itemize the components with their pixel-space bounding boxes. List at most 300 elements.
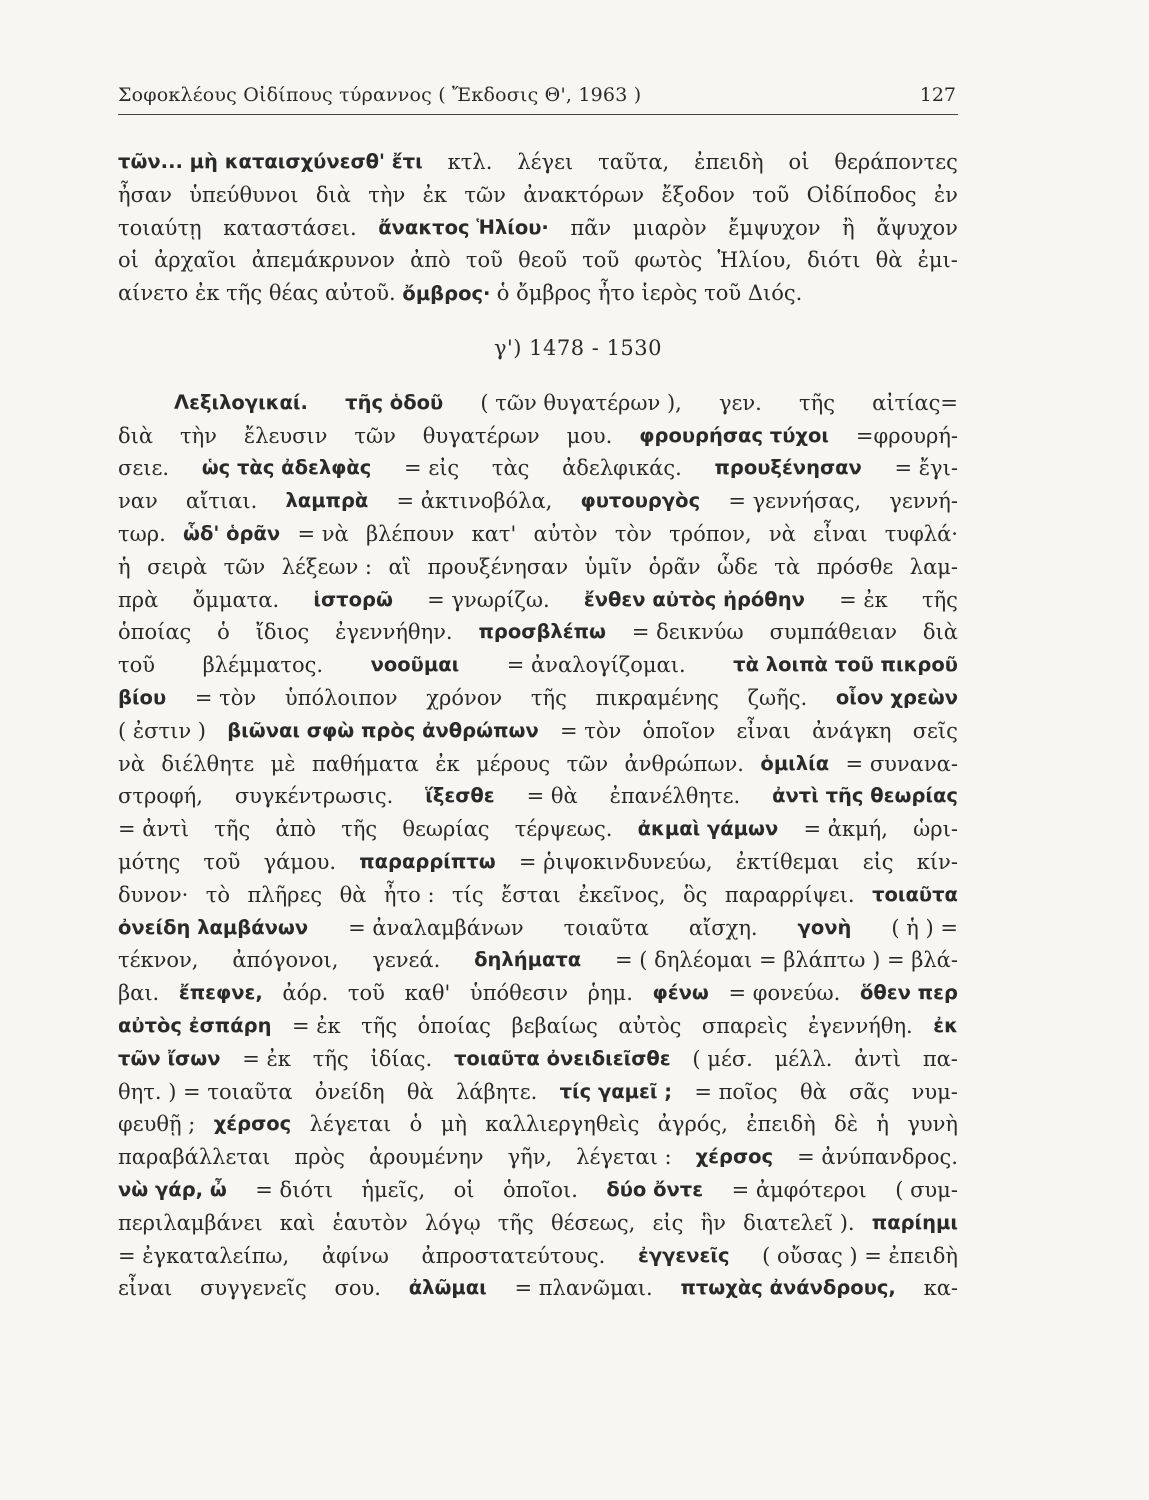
gloss-word: αὐτὸν <box>533 521 598 546</box>
gloss-word: πρόσθε <box>816 554 894 579</box>
lemma-term: δηλήματα <box>474 948 582 972</box>
gloss-word: = νὰ <box>297 521 349 546</box>
lemma-term: ἔπεφνε, <box>178 981 263 1005</box>
gloss-word: σεῖς <box>912 718 958 743</box>
gloss-word: ἱερὸς <box>641 281 698 306</box>
gloss-word: Ἡλίου, <box>717 248 792 273</box>
lemma-term: ἱστορῶ <box>313 587 393 611</box>
gloss-word: θητ. ) = τοιαῦτα <box>118 1079 293 1104</box>
text-line <box>118 1141 958 1174</box>
lemma-term: ὀνείδη λαμβάνων <box>118 915 309 939</box>
gloss-word: Διός. <box>747 281 803 306</box>
gloss-word: τυφλά· <box>884 521 958 546</box>
gloss-word: τῶν <box>566 751 609 776</box>
gloss-word: = ἀκμή, <box>803 817 888 842</box>
gloss-word: αἰτίας= <box>872 390 958 415</box>
gloss-word: ἀόρ. <box>282 981 329 1006</box>
gloss-word: ὁ <box>217 620 230 645</box>
text-line <box>118 780 958 813</box>
gloss-word: καθ' <box>404 981 451 1006</box>
running-title: Σοφοκλέους Οἰδίπους τύραννος ( Ἔκδοσις Θ', 1963 ) <box>118 84 642 106</box>
gloss-word: θὰ <box>406 1079 434 1104</box>
gloss-word: εἰς <box>652 1210 684 1235</box>
gloss-word: = φονεύω. <box>728 981 841 1006</box>
lemma-term: νοοῦμαι <box>370 653 460 677</box>
gloss-word: = ἔγι- <box>894 456 958 481</box>
gloss-word: τὰ <box>774 554 801 579</box>
gloss-word: μὲ <box>270 751 296 776</box>
gloss-word: ταῦτα, <box>598 150 670 174</box>
gloss-word: βλέπουν <box>365 521 455 546</box>
gloss-word: τῶν <box>464 182 506 207</box>
gloss-word: ἔξοδον <box>661 182 735 207</box>
gloss-word: εἶναι <box>736 718 791 743</box>
gloss-word: ἐκ <box>195 281 220 306</box>
gloss-word: ῥημ. <box>587 981 633 1006</box>
gloss-word: ὑπόλοιπον <box>284 685 398 710</box>
gloss-word: δυνον· <box>118 882 189 907</box>
lemma-term: ἐκ <box>933 1013 958 1037</box>
gloss-word: = γνωρίζω. <box>427 587 550 612</box>
gloss-word: στροφή, <box>118 784 203 809</box>
gloss-word: βαι. <box>118 981 160 1006</box>
gloss-word: λέγεται : <box>576 1145 672 1170</box>
gloss-word: ( μέσ. <box>692 1046 753 1071</box>
gloss-word: = ἐκ <box>242 1046 291 1071</box>
gloss-word: κα- <box>923 1276 958 1301</box>
gloss-word: πρὸς <box>294 1145 345 1170</box>
gloss-word: αἴσχη. <box>688 915 758 940</box>
text-line <box>118 879 958 912</box>
lemma-term: ἐγγενεῖς <box>637 1243 730 1267</box>
gloss-word: ζωῆς. <box>747 685 808 710</box>
gloss-word: θεοῦ <box>518 248 568 273</box>
gloss-word: θυγατέρων <box>422 423 540 448</box>
gloss-word: τὴν <box>179 423 217 448</box>
gloss-word: τῶν <box>223 554 266 579</box>
gloss-word: ἢ <box>842 215 855 240</box>
gloss-word: δὲ <box>834 1112 858 1137</box>
gloss-word: ἐκ <box>435 751 460 776</box>
gloss-word: εἰς <box>862 849 894 874</box>
gloss-word: = ἐγκαταλείπω, <box>118 1243 290 1268</box>
gloss-word: παραρρίψει. <box>724 882 855 907</box>
gloss-word: διότι <box>807 248 861 273</box>
gloss-word: σᾶς <box>849 1079 890 1104</box>
lemma-term: γονὴ <box>797 915 852 939</box>
gloss-word: ἐκτίθεμαι <box>735 849 840 874</box>
gloss-word: συγγενεῖς <box>200 1276 307 1301</box>
gloss-word: μὴ <box>440 1112 467 1137</box>
text-line <box>118 977 958 1010</box>
gloss-word: τωρ. <box>118 521 166 546</box>
gloss-word: αἴτιαι. <box>185 489 258 514</box>
gloss-word: = ἐκ <box>839 587 888 612</box>
gloss-word: αὐτοῦ. <box>325 281 396 306</box>
gloss-word: διὰ <box>315 182 351 207</box>
gloss-word: τῆς <box>530 685 567 710</box>
gloss-word: τρόπον, <box>669 521 752 546</box>
text-line <box>118 846 958 879</box>
gloss-word: τοιαύτῃ <box>118 215 202 240</box>
gloss-word: ὄμβρος <box>516 281 592 306</box>
gloss-word: = πλανῶμαι. <box>514 1276 653 1301</box>
gloss-word: τῶν <box>354 423 396 448</box>
gloss-word: ἔσται <box>501 882 561 907</box>
gloss-word: =φρουρή- <box>855 423 958 448</box>
gloss-word: σειε. <box>118 456 170 481</box>
gloss-word: τοῦ <box>752 182 790 207</box>
lemma-term: ὧδ' ὁρᾶν <box>183 521 281 545</box>
gloss-word: ἐπειδὴ <box>746 1112 816 1137</box>
gloss-word: = ἀκτινοβόλα, <box>396 489 553 514</box>
gloss-word: ἀνάγκη <box>812 718 892 743</box>
running-header <box>118 84 958 115</box>
gloss-word: αἳ <box>388 554 411 579</box>
gloss-word: ὑπόθεσιν <box>469 981 568 1006</box>
lemma-term: τῶν ἴσων <box>118 1046 221 1070</box>
gloss-word: κτλ. <box>447 150 493 174</box>
lemma-term: τὰ λοιπὰ τοῦ πικροῦ <box>733 653 958 677</box>
gloss-word: ἀπὸ <box>410 248 451 273</box>
text-line <box>118 682 958 715</box>
text-line <box>118 420 958 453</box>
text-line <box>118 715 958 748</box>
gloss-word: ἐπειδὴ <box>694 150 764 174</box>
gloss-word: γ') 1478 - 1530 <box>493 335 663 360</box>
gloss-word: τῆς <box>497 1210 534 1235</box>
gloss-word: ἀντὶ <box>854 1046 902 1071</box>
text-line <box>118 212 958 245</box>
gloss-word: ἔμψυχον <box>728 215 821 240</box>
gloss-word: = ῥιψοκινδυνεύω, <box>518 849 713 874</box>
gloss-word: θὰ <box>339 882 367 907</box>
text-line <box>118 1207 958 1240</box>
gloss-word: ἡμεῖς, <box>361 1177 426 1202</box>
gloss-word: τοῦ <box>582 248 620 273</box>
lemma-term: παρίημι <box>871 1210 958 1234</box>
lemma-term: ὄμβρος· <box>402 282 491 306</box>
gloss-word: λέγει <box>517 150 574 174</box>
gloss-word: ὑπεύθυνοι <box>189 182 299 207</box>
gloss-word: τὸ <box>205 882 230 907</box>
text-line <box>118 244 958 277</box>
text-line <box>118 1043 958 1076</box>
gloss-word: ἡ <box>118 554 131 579</box>
lemma-term: ἀκμαὶ γάμων <box>637 817 779 841</box>
gloss-word: ἐπανέλθητε. <box>609 784 741 809</box>
gloss-word: διατελεῖ ). <box>743 1210 855 1235</box>
gloss-word: κατ' <box>471 521 517 546</box>
gloss-word: θεωρίας <box>402 817 490 842</box>
gloss-word: τῆς <box>361 1013 398 1038</box>
gloss-word: τοιαῦτα <box>563 915 649 940</box>
lemma-term: πτωχὰς ἀνάνδρους, <box>680 1276 896 1300</box>
gloss-word: ἦσαν <box>118 182 172 207</box>
gloss-word: παθήματα <box>311 751 419 776</box>
gloss-word: ὁποίας <box>118 620 192 645</box>
gloss-word: πλῆρες <box>247 882 323 907</box>
gloss-word: διὰ <box>118 423 154 448</box>
gloss-word: ναν <box>118 489 158 514</box>
gloss-word: ἐν <box>933 182 958 207</box>
gloss-word: ἐμι- <box>917 248 958 273</box>
gloss-word: οἱ <box>788 150 810 174</box>
lemma-term: ἀλῶμαι <box>408 1276 487 1300</box>
gloss-word: τῆς <box>341 817 378 842</box>
gloss-word: Οἰδίποδος <box>806 182 917 207</box>
lemma-term: Λεξιλογικαί. <box>174 390 308 414</box>
gloss-word: = ( δηλέομαι = βλάπτω ) = βλά- <box>615 948 958 973</box>
gloss-word: γυνὴ <box>907 1112 958 1137</box>
gloss-word: θεράποντες <box>834 150 958 174</box>
text-line <box>118 748 958 781</box>
lemma-term: προσβλέπω <box>478 620 606 644</box>
gloss-word: ἑαυτὸν <box>332 1210 408 1235</box>
gloss-word: λέξεων : <box>281 554 372 579</box>
gloss-word: μιαρὸν <box>632 215 707 240</box>
gloss-word: ἰδίας. <box>370 1046 433 1071</box>
gloss-word: τῆς <box>799 390 835 415</box>
gloss-word: = ἀμφότεροι <box>731 1177 867 1202</box>
gloss-word: τοῦ <box>704 281 742 306</box>
text-line <box>118 387 958 420</box>
gloss-word: ἀπὸ <box>275 817 317 842</box>
gloss-word: γῆν, <box>507 1145 553 1170</box>
lemma-term: λαμπρὰ <box>285 489 369 513</box>
lemma-term: τοιαῦτα <box>872 882 958 906</box>
lemma-term: βιῶναι σφὼ πρὸς ἀνθρώπων <box>227 718 539 742</box>
text-line <box>118 485 958 518</box>
text-line <box>118 179 958 212</box>
gloss-word: συγκέντρωσις. <box>234 784 394 809</box>
gloss-word: ( συμ- <box>895 1177 958 1202</box>
lemma-term: οἷον χρεὼν <box>835 685 958 709</box>
gloss-word: τῆς <box>226 281 263 306</box>
text-line <box>118 584 958 617</box>
lemma-term: τῶν... μὴ καταισχύνεσθ' ἔτι <box>118 150 423 173</box>
gloss-word: σπαρεὶς <box>701 1013 788 1038</box>
gloss-word: ἦτο <box>597 281 635 306</box>
gloss-word: νὰ <box>768 521 796 546</box>
gloss-word: ἐγεννήθη. <box>807 1013 913 1038</box>
text-line <box>118 277 958 310</box>
gloss-word: τίς <box>451 882 484 907</box>
gloss-word: αίνετο <box>118 281 189 306</box>
text-line <box>118 452 958 485</box>
gloss-word: αὐτὸς <box>618 1013 682 1038</box>
gloss-word: διέλθητε <box>161 751 255 776</box>
gloss-word: ἀφίνω <box>321 1243 389 1268</box>
gloss-word: ἣν <box>700 1210 726 1235</box>
gloss-word: ἀρχαῖοι <box>154 248 237 273</box>
gloss-word: πρὰ <box>118 587 159 612</box>
text-line <box>118 944 958 977</box>
gloss-word: οἱ <box>453 1177 475 1202</box>
gloss-word: = ποῖος <box>694 1079 778 1104</box>
gloss-word: νυμ- <box>911 1079 958 1104</box>
lemma-term: χέρσος <box>695 1145 774 1169</box>
lemma-term: τῆς ὁδοῦ <box>345 390 444 414</box>
gloss-word: ἔλευσιν <box>243 423 328 448</box>
gloss-word: τοῦ <box>118 653 156 678</box>
lemma-term: ἄνακτος Ἡλίου· <box>378 215 549 239</box>
gloss-word: ὄμματα. <box>192 587 280 612</box>
gloss-word: ὁ <box>409 1112 423 1137</box>
lemma-term: φυτουργὸς <box>580 489 701 513</box>
gloss-word: χρόνον <box>426 685 503 710</box>
gloss-word: ἄψυχον <box>876 215 958 240</box>
gloss-word: εἶναι <box>118 1276 173 1301</box>
text-line <box>118 1108 958 1141</box>
section-heading <box>118 332 958 365</box>
text-line <box>118 146 958 179</box>
gloss-word: τέρψεως. <box>514 817 613 842</box>
gloss-word: ὡρι- <box>913 817 958 842</box>
gloss-word: γεννή- <box>889 489 958 514</box>
lemma-term: φρουρήσας τύχοι <box>639 423 829 447</box>
gloss-word: ὑμῖν <box>584 554 633 579</box>
gloss-word: ( ἡ ) = <box>891 915 958 940</box>
text-line <box>118 518 958 551</box>
gloss-word: καὶ <box>279 1210 316 1235</box>
gloss-word: διὰ <box>922 620 958 645</box>
gloss-word: ὁρᾶν <box>648 554 701 579</box>
gloss-word: ἀπεμάκρυνον <box>251 248 395 273</box>
lemma-term: ὅθεν περ <box>859 981 958 1005</box>
gloss-word: ὀνείδη <box>314 1079 385 1104</box>
lemma-term: βίου <box>118 685 167 709</box>
gloss-word: συμπάθειαν <box>769 620 898 645</box>
gloss-word: ἀρουμένην <box>368 1145 484 1170</box>
gloss-word: θὰ <box>799 1079 827 1104</box>
gloss-word: = ἀναλογίζομαι. <box>506 653 686 678</box>
gloss-word: παραβάλλεται <box>118 1145 271 1170</box>
lemma-term: αὐτὸς ἐσπάρη <box>118 1013 272 1037</box>
text-line <box>118 912 958 945</box>
gloss-word: τῆς <box>214 817 251 842</box>
gloss-word: πικραμένης <box>595 685 719 710</box>
gloss-word: τῆς <box>312 1046 349 1071</box>
gloss-word: λαμ- <box>909 554 958 579</box>
gloss-word: λόγῳ <box>424 1210 481 1235</box>
gloss-word: σειρὰ <box>147 554 208 579</box>
gloss-word: = τὸν <box>559 718 622 743</box>
lemma-term: ὡς τὰς ἀδελφὰς <box>201 456 372 480</box>
lemma-term: τίς γαμεῖ ; <box>559 1079 673 1103</box>
gloss-word: βλέμματος. <box>202 653 324 678</box>
lemma-term: προυξένησαν <box>714 456 862 480</box>
gloss-word: νὰ <box>118 751 145 776</box>
gloss-word: τὸν <box>614 521 652 546</box>
gloss-word: ( οὔσας ) = ἐπειδὴ <box>762 1243 958 1268</box>
lemma-term: νὼ γάρ, ὦ <box>118 1177 227 1201</box>
gloss-word: = ἀναλαμβάνων <box>348 915 524 940</box>
gloss-word: μότης <box>118 849 181 874</box>
gloss-word: σου. <box>334 1276 381 1301</box>
gloss-word: ὁποῖον <box>642 718 716 743</box>
gloss-word: προυξένησαν <box>427 554 569 579</box>
gloss-word: καλλιεργηθεὶς <box>485 1112 640 1137</box>
lemma-term: ἀντὶ τῆς θεωρίας <box>772 784 958 808</box>
gloss-word: ἐκ <box>422 182 448 207</box>
gloss-word: γεν. <box>718 390 762 415</box>
gloss-word: = ἐκ <box>291 1013 341 1038</box>
gloss-word: θὰ <box>875 248 903 273</box>
gloss-word: = δεικνύω <box>631 620 744 645</box>
gloss-word: θέσεως, <box>550 1210 636 1235</box>
gloss-word: καταστάσει. <box>223 215 357 240</box>
gloss-word: ἡ <box>876 1112 889 1137</box>
gloss-word: τοῦ <box>203 849 241 874</box>
gloss-word: τὰς <box>491 456 530 481</box>
gloss-word: ἀπροστατεύτους. <box>421 1243 606 1268</box>
lemma-term: παραρρίπτω <box>359 849 496 873</box>
gloss-word: ἦτο : <box>383 882 435 907</box>
gloss-word: τοῦ <box>465 248 503 273</box>
lemma-term: ὁμιλία <box>760 751 830 775</box>
gloss-word: = ἀνύπανδρος. <box>797 1145 958 1170</box>
gloss-word: ἀπόγονοι, <box>232 948 339 973</box>
gloss-word: περιλαμβάνει <box>118 1210 263 1235</box>
gloss-word: = θὰ <box>526 784 578 809</box>
gloss-word: φευθῇ ; <box>118 1112 196 1137</box>
gloss-word: ἐγεννήθην. <box>335 620 453 645</box>
gloss-word: λέγεται <box>309 1112 392 1137</box>
gloss-word: ὃς <box>683 882 708 907</box>
commentary-text <box>118 146 958 1305</box>
gloss-word: ( ἐστιν ) <box>118 718 206 743</box>
gloss-word: πᾶν <box>570 215 612 240</box>
gloss-word: εἶναι <box>813 521 868 546</box>
text-line <box>118 1010 958 1043</box>
gloss-word: πα- <box>922 1046 958 1071</box>
text-line <box>118 813 958 846</box>
gloss-word: φωτὸς <box>634 248 703 273</box>
gloss-word: θέας <box>268 281 319 306</box>
text-line <box>118 1272 958 1305</box>
gloss-word: γενεά. <box>372 948 441 973</box>
gloss-word: βεβαίως <box>511 1013 598 1038</box>
lemma-term: δύο ὄντε <box>606 1177 704 1201</box>
gloss-word: γάμου. <box>263 849 337 874</box>
gloss-word: τῆς <box>921 587 958 612</box>
gloss-word: ἀδελφικάς. <box>562 456 682 481</box>
lemma-term: ἵξεσθε <box>425 784 495 808</box>
gloss-word: μέρους <box>476 751 551 776</box>
gloss-word: μου. <box>566 423 613 448</box>
gloss-word: μέλλ. <box>774 1046 833 1071</box>
gloss-word: λάβητε. <box>455 1079 538 1104</box>
gloss-word: οἱ <box>118 248 139 273</box>
text-line <box>118 1174 958 1207</box>
gloss-word: ὁποῖοι. <box>503 1177 578 1202</box>
lemma-term: ἔνθεν αὐτὸς ἠρόθην <box>583 587 805 611</box>
gloss-word: = ἀντὶ <box>118 817 190 842</box>
gloss-word: ὧδε <box>717 554 758 579</box>
gloss-word: ἀγρός, <box>657 1112 728 1137</box>
text-line <box>118 649 958 682</box>
gloss-word: = διότι <box>255 1177 333 1202</box>
gloss-word: = τὸν <box>194 685 257 710</box>
gloss-word: ἴδιος <box>255 620 310 645</box>
gloss-word: κίν- <box>916 849 958 874</box>
text-line <box>118 616 958 649</box>
gloss-word: ( τῶν θυγατέρων ), <box>480 390 682 415</box>
gloss-word: = εἰς <box>404 456 460 481</box>
gloss-word: τὴν <box>368 182 406 207</box>
section-spacer <box>118 310 958 332</box>
